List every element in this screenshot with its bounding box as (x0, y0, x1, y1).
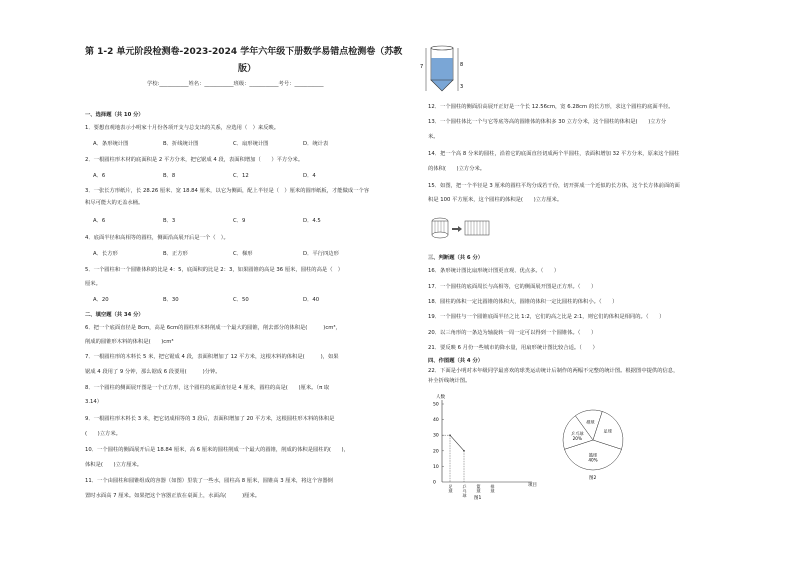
data-point (463, 450, 465, 452)
y-tick-label: 0 (433, 480, 436, 486)
question-10: 10．一个圆柱的侧面展开后是 18.84 厘米，高 6 厘米的圆柱削成一个最大的圆锥，削成的体积是圆柱的( )， (85, 447, 349, 453)
pie-slice-label: 排球 (586, 419, 595, 425)
q4-option-a: A．长方形 (93, 251, 118, 257)
question-14-cont: 的体积( )立方分米。 (428, 166, 486, 172)
question-12: 12．一个圆柱的侧面沿高展开正好是一个长 12.56cm，宽 6.28cm 的长方形，求这个圆柱的底面半径。 (428, 104, 674, 110)
question-22-cont: 补全折线统计图。 (428, 378, 471, 384)
question-1: 1．要想直观地表示小明家十月份各项开支与总支出的关系，应选用（ ）来反映。 (85, 125, 280, 131)
section-draw-heading: 四、作图题（共 4 分） (428, 358, 484, 364)
cylinder-cut-figure (430, 216, 492, 242)
q4-option-d: D．平行四边形 (303, 251, 339, 257)
question-6: 6．把一个底面直径是 8cm，高是 6cm的圆柱形木料削成一个最大的圆锥，削去部分的体积是( )cm³， (85, 325, 341, 331)
cylinder-bottom-ellipse (432, 232, 448, 238)
cylinder-top (431, 46, 453, 50)
pie-slice-label: 篮球 40% (588, 452, 598, 463)
question-19: 19．一个圆柱与一个圆锥底面半径之比 1:2，它们的高之比是 2:1，则它们的体积是相同的。（ ） (428, 314, 665, 320)
question-13: 13．一个圆柱体比一个与它等底等高的圆锥体的体积多 30 立方分米，这个圆柱的体积是( )立方分 (428, 119, 667, 125)
q1-option-c: C．扇形统计图 (233, 141, 269, 147)
q3-option-d: D．4.5 (303, 218, 321, 224)
y-tick-label: 50 (433, 402, 439, 408)
question-5: 5．一个圆柱和一个圆锥体积的比是 4：5，底面积的比是 2：3，如果圆锥的高是 36 厘米，圆柱的高是（ ） (85, 267, 344, 273)
question-8-cont: 3.14） (85, 399, 103, 405)
question-15-cont: 积是 100 平方厘米，这个圆柱的体积是( )立方厘米。 (428, 197, 563, 203)
q4-option-b: B．正方形 (163, 251, 188, 257)
arrow-right-icon (452, 226, 462, 232)
y-tick-label: 10 (433, 464, 439, 470)
q5-option-b: B．30 (163, 297, 179, 303)
question-14: 14．把一个高 8 分米的圆柱，沿着它的底面直径切成两个半圆柱，表面积增加 32 平方分米，原来这个圆柱 (428, 151, 680, 157)
q2-option-a: A．6 (93, 173, 106, 179)
x-tick-label: 篮球 (476, 484, 481, 494)
water (431, 58, 452, 80)
x-tick-label: 排球 (490, 484, 495, 494)
label-7: 7 (420, 64, 424, 70)
q5-option-a: A．20 (93, 297, 109, 303)
question-6-cont: 削成的圆锥形木料的体积是( )cm³ (85, 339, 174, 345)
question-21: 21．要反映 6 月份一些城市的降水量，用扇形统计图比较合适。（ ） (428, 345, 598, 351)
q3-option-a: A．6 (93, 218, 106, 224)
page-title: 第 1-2 单元阶段检测卷-2023-2024 学年六年级下册数学易错点检测卷（苏教 (85, 47, 403, 57)
question-3-cont: 积尽可能大的无盖水桶。 (85, 200, 144, 206)
y-axis-label: 人数 (436, 395, 445, 400)
y-tick-label: 20 (433, 449, 439, 455)
question-5-cont: 厘米。 (85, 281, 101, 287)
cone-bottom (431, 80, 453, 91)
question-4: 4．底面半径和高相等的圆柱，侧面沿高展开后是一个（ ）。 (85, 235, 229, 241)
q2-option-b: B．8 (163, 173, 176, 179)
q1-option-d: D．统计表 (303, 141, 329, 147)
question-3: 3．一张长方形纸片，长 28.26 厘米、宽 18.84 厘米，以它为侧面，配上半径是（ ）厘米的圆形纸板，才能做成一个容 (85, 188, 370, 194)
question-22: 22．下面是小明对本年级同学最喜欢的球类运动统计后制作的两幅不完整的统计图。根据图中提供的信息， (428, 368, 679, 374)
label-8: 8 (460, 62, 464, 68)
container-figure (420, 44, 470, 96)
section-fill-heading: 二、填空题（共 34 分） (85, 312, 144, 318)
q4-option-c: C．梯形 (233, 251, 253, 257)
question-9-cont: ( )立方米。 (85, 431, 121, 437)
data-point (449, 434, 451, 436)
line-chart (428, 390, 548, 500)
pie-slice-label: 足球 (603, 428, 612, 434)
label-3: 3 (460, 84, 464, 90)
question-7-cont: 锯成 4 段用了 9 分钟，那么锯成 6 段要用( )分钟。 (85, 369, 221, 375)
question-2: 2．一根圆柱形木材的底面积是 2 平方分米，把它锯成 4 段，表面积增加（ ）平方分米。 (85, 157, 304, 163)
x-tick-label: 足球 (448, 484, 453, 494)
section-choice-heading: 一、选择题（共 10 分） (85, 112, 144, 118)
question-18: 18．圆柱的体积一定比圆锥的体积大，圆锥的体积一定比圆柱的体积小。（ ） (428, 299, 618, 305)
question-7: 7．一根圆柱形的木料长 5 米，把它锯成 4 段，表面积增加了 12 平方米，这根木料的体积是( )，如果 (85, 354, 339, 360)
x-tick-label: 乒乓球 (462, 484, 467, 498)
question-13-cont: 米。 (428, 134, 439, 140)
question-11-cont: 置时水面高 7 厘米。如果把这个容器正放在桌面上，水面高( )厘米。 (85, 493, 261, 499)
question-15: 15．如图，把一个半径是 3 厘米的圆柱平均分成若干份，切开拼成一个近似的长方体，这个长方体前面的面 (428, 183, 680, 189)
q1-option-b: B．折线统计图 (163, 141, 199, 147)
q5-option-d: D．40 (303, 297, 320, 303)
question-20: 20．以三角形的一条边为轴旋转一周一定可以得到一个圆锥体。（ ） (428, 330, 597, 336)
q3-option-b: B．3 (163, 218, 176, 224)
series-line (450, 435, 464, 451)
question-16: 16．条形统计图比扇形统计图更直观、优点多。（ ） (428, 268, 560, 274)
pie-chart (555, 405, 635, 485)
question-17: 17．一个圆柱的底面周长与高相等，它的侧面展开图是正方形。（ ） (428, 284, 597, 290)
question-10-cont: 体积是( )立方厘米。 (85, 462, 143, 468)
pie-caption: 图2 (589, 476, 597, 481)
y-tick-label: 30 (433, 433, 439, 439)
x-axis-label: 项目 (528, 483, 537, 488)
pie-slice-label: 乒乓球 20% (571, 430, 584, 441)
q2-option-c: C．12 (233, 173, 249, 179)
question-8: 8．一个圆柱的侧面展开图是一个正方形，这个圆柱的底面直径是 4 厘米，圆柱的高是( )厘米。（π 取 (85, 385, 330, 391)
question-11: 11．一个由圆柱和圆锥组成的容器（如图）里装了一些水，圆柱高 8 厘米，圆锥高 3 厘米，将这个容器倒 (85, 478, 333, 484)
student-info-line: 学校:___________姓名：___________班级：___________考号：___________ (147, 81, 324, 87)
chart-caption: 图1 (474, 496, 482, 500)
q2-option-d: D．4 (303, 173, 316, 179)
q1-option-a: A．条形统计图 (93, 141, 129, 147)
section-judge-heading: 三、判断题（共 6 分） (428, 255, 484, 261)
q3-option-c: C．9 (233, 218, 246, 224)
question-9: 9．一根圆柱形木料长 3 米，把它切成相等的 3 段后，表面积增加了 20 平方米，这根圆柱形木料的体积是 (85, 416, 335, 422)
q5-option-c: C．50 (233, 297, 249, 303)
y-tick-label: 40 (433, 418, 439, 424)
page-title-cont: 版） (238, 64, 257, 74)
